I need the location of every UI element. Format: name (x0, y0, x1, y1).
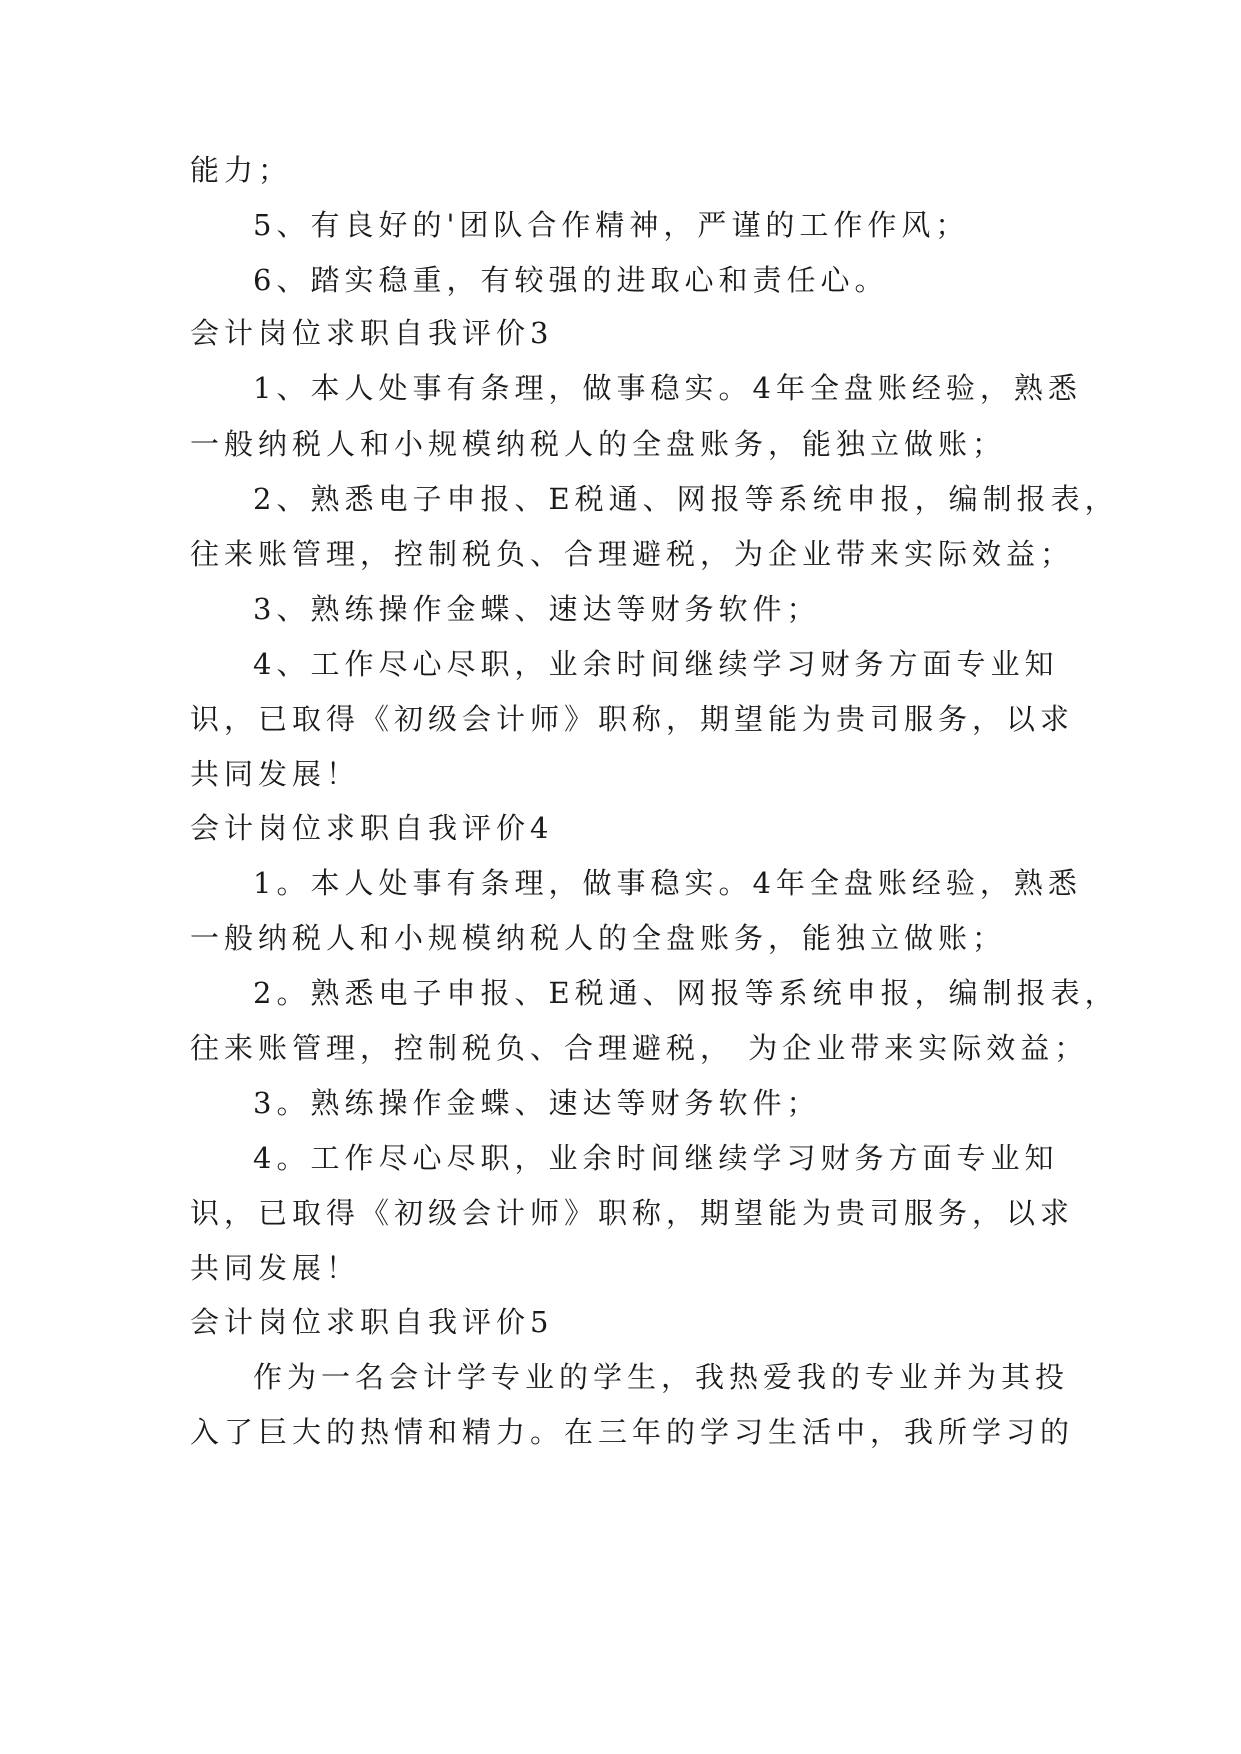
section-heading: 会计岗位求职自我评价3 (190, 316, 554, 350)
paragraph-line: 入了巨大的热情和精力。在三年的学习生活中，我所学习的 (190, 1415, 1075, 1449)
paragraph-line: 作为一名会计学专业的学生，我热爱我的专业并为其投 (253, 1360, 1070, 1394)
paragraph-line: 共同发展！ (190, 1251, 361, 1285)
list-item: 2。熟悉电子申报、E税通、网报等系统申报，编制报表， (253, 976, 1119, 1010)
list-item: 4。工作尽心尽职，业余时间继续学习财务方面专业知 (253, 1141, 1059, 1175)
list-item: 3。熟练操作金蝶、速达等财务软件； (253, 1086, 821, 1120)
list-item: 2、熟悉电子申报、E税通、网报等系统申报，编制报表， (253, 482, 1119, 516)
list-item: 5、有良好的'团队合作精神，严谨的工作作风； (253, 208, 970, 242)
paragraph-line: 能力； (190, 153, 293, 187)
paragraph-line: 一般纳税人和小规模纳税人的全盘账务，能独立做账； (190, 427, 1007, 461)
paragraph-line: 往来账管理，控制税负、合理避税， 为企业带来实际效益； (190, 1031, 1089, 1065)
paragraph-line: 一般纳税人和小规模纳税人的全盘账务，能独立做账； (190, 921, 1007, 955)
section-heading: 会计岗位求职自我评价5 (190, 1305, 554, 1339)
paragraph-line: 往来账管理，控制税负、合理避税，为企业带来实际效益； (190, 537, 1075, 571)
paragraph-line: 识，已取得《初级会计师》职称，期望能为贵司服务，以求 (190, 1196, 1075, 1230)
list-item: 3、熟练操作金蝶、速达等财务软件； (253, 592, 821, 626)
list-item: 6、踏实稳重，有较强的进取心和责任心。 (253, 263, 889, 297)
list-item: 4、工作尽心尽职，业余时间继续学习财务方面专业知 (253, 647, 1059, 681)
list-item: 1、本人处事有条理，做事稳实。4年全盘账经验，熟悉 (253, 371, 1082, 405)
paragraph-line: 识，已取得《初级会计师》职称，期望能为贵司服务，以求 (190, 702, 1075, 736)
section-heading: 会计岗位求职自我评价4 (190, 811, 554, 845)
list-item: 1。本人处事有条理，做事稳实。4年全盘账经验，熟悉 (253, 866, 1082, 900)
paragraph-line: 共同发展！ (190, 757, 361, 791)
